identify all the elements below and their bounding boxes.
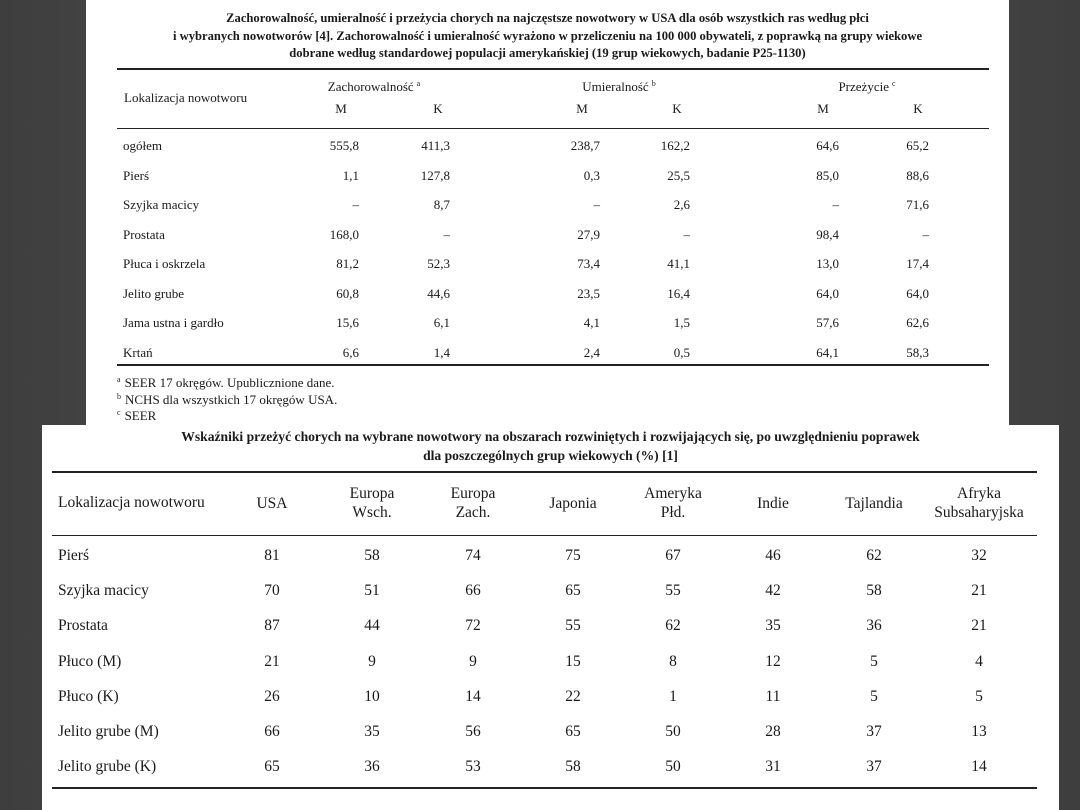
table2-header-text: Japonia	[549, 495, 597, 512]
table2-header-text: Tajlandia	[845, 495, 903, 512]
table2-cell: 15	[565, 652, 581, 670]
table2	[52, 425, 1037, 805]
table2-cell: 65	[565, 723, 581, 740]
table2-cell: 42	[765, 582, 781, 600]
table1-header-k: K	[913, 101, 923, 116]
table2-cell: 5	[870, 687, 878, 705]
table1-footnote	[117, 408, 156, 424]
table2-header-text: Płd.	[660, 504, 686, 521]
table2-top-rule	[52, 471, 1037, 473]
table2-header-text: Afryka	[957, 485, 1001, 502]
table2-header-text: Indie	[757, 495, 789, 512]
table1-title-line: Zachorowalność, umieralność i przeżycia chorych na najczęstsze nowotwory w USA dla osób wszystkich ras według płci	[226, 11, 869, 25]
table2-cell: 35	[765, 617, 781, 635]
table2-cell: 13	[971, 723, 987, 740]
table1-cell-mortality-m: 2,4	[583, 344, 600, 360]
footnote-mark: c	[117, 408, 121, 417]
table2-cell: 21	[264, 652, 280, 670]
table1-row-label: Krtań	[123, 344, 153, 360]
table2-header-text: Ameryka	[644, 485, 702, 502]
table1-cell-incidence-k: 8,7	[433, 197, 450, 212]
footnote-text: SEER 17 okręgów. Upublicznione dane.	[124, 375, 335, 390]
table1-cell-incidence-k: 127,8	[420, 167, 450, 183]
table1-cell-mortality-m: 4,1	[583, 315, 600, 330]
table1-cell-survival-m: 57,6	[816, 315, 839, 330]
table2-cell: 32	[971, 547, 987, 564]
table2-cell: 46	[765, 547, 781, 564]
footnote-mark: b	[117, 392, 121, 401]
table1-cell-mortality-m: 27,9	[577, 226, 600, 242]
table2-cell: 4	[975, 652, 983, 670]
table2-cell: 5	[870, 652, 878, 670]
table2-cell: 44	[364, 617, 380, 635]
table2-row-label: Szyjka macicy	[58, 582, 149, 600]
table1-header-m: M	[817, 101, 829, 116]
table1-cell-incidence-m: 555,8	[329, 138, 359, 153]
table1-cell-mortality-k: –	[683, 226, 690, 242]
table1-cell-mortality-k: 162,2	[660, 138, 690, 153]
table2-cell: 26	[264, 687, 280, 705]
table2-row-label: Płuco (K)	[58, 687, 119, 705]
table2-cell: 9	[368, 652, 376, 670]
table1-header-location: Lokalizacja nowotworu	[124, 90, 248, 105]
table2-header-text: Zach.	[455, 504, 491, 521]
table1-cell-incidence-k: 1,4	[433, 344, 450, 360]
table2-cell: 62	[866, 547, 882, 564]
table2-cell: 11	[765, 687, 781, 705]
table2-cell: 56	[465, 723, 481, 740]
table2-row-label: Jelito grube (K)	[58, 758, 157, 776]
table2-cell: 22	[565, 687, 581, 705]
table2-cell: 55	[565, 617, 581, 635]
table1-cell-mortality-k: 25,5	[667, 167, 690, 183]
table2-cell: 53	[465, 758, 481, 776]
table1-cell-mortality-m: 23,5	[577, 285, 600, 301]
table2-title-line: Wskaźniki przeżyć chorych na wybrane nowotwory na obszarach rozwiniętych i rozwijających się, po uwzględnieniu poprawek	[181, 429, 920, 444]
table2-cell: 74	[465, 547, 481, 564]
table2-cell: 55	[665, 582, 681, 600]
table1-cell-survival-k: 62,6	[906, 315, 929, 330]
table1-footnote	[117, 392, 337, 408]
table1-cell-survival-k: 88,6	[906, 167, 929, 183]
table2-cell: 14	[465, 687, 481, 705]
table1-cell-incidence-m: 81,2	[336, 256, 359, 271]
table1	[117, 0, 989, 380]
table2-cell: 72	[465, 617, 481, 635]
table2-cell: 58	[364, 547, 380, 564]
table1-cell-incidence-m: 6,6	[342, 344, 359, 360]
table1-cell-survival-m: 64,0	[816, 285, 839, 301]
table2-cell: 10	[364, 687, 380, 705]
table1-cell-survival-m: 64,1	[816, 344, 839, 360]
table2-cell: 8	[669, 652, 677, 670]
table1-cell-mortality-k: 2,6	[673, 197, 690, 212]
table1-footnote	[117, 375, 335, 391]
table2-row-label: Prostata	[58, 617, 108, 635]
table2-row-label: Płuco (M)	[58, 652, 122, 670]
table1-cell-survival-k: 64,0	[906, 285, 929, 301]
table1-cell-survival-m: 85,0	[816, 167, 839, 183]
table1-cell-mortality-m: 238,7	[570, 138, 600, 153]
table1-header-k: K	[433, 101, 443, 116]
table2-cell: 66	[465, 582, 481, 600]
table1-cell-survival-k: –	[922, 226, 929, 242]
table2-bottom-rule	[52, 787, 1037, 789]
table2-cell: 70	[264, 582, 280, 600]
table1-cell-mortality-k: 0,5	[673, 344, 690, 360]
table2-cell: 37	[866, 723, 882, 740]
table1-row-label: Szyjka macicy	[123, 197, 200, 212]
table1-cell-incidence-k: 52,3	[427, 256, 450, 271]
table2-cell: 21	[971, 617, 987, 635]
table2-cell: 51	[364, 582, 380, 600]
table2-cell: 62	[665, 617, 681, 635]
table1-top-rule	[117, 68, 989, 70]
table1-cell-incidence-m: 60,8	[336, 285, 359, 301]
table2-cell: 9	[469, 652, 477, 670]
table2-header-text: Lokalizacja nowotworu	[58, 494, 205, 511]
survival-table-panel	[42, 425, 1059, 810]
table2-title-line: dla poszczególnych grup wiekowych (%) [1]	[423, 448, 678, 463]
table1-header-m: M	[335, 101, 347, 116]
table2-cell: 1	[669, 687, 677, 705]
footnote-text: NCHS dla wszystkich 17 okręgów USA.	[125, 392, 338, 407]
table1-cell-incidence-k: 6,1	[433, 315, 450, 330]
table2-cell: 12	[765, 652, 781, 670]
table2-cell: 37	[866, 758, 882, 776]
table1-row-label: Pierś	[123, 167, 149, 183]
table1-cell-survival-k: 17,4	[906, 256, 929, 271]
table2-cell: 58	[565, 758, 581, 776]
table2-cell: 21	[971, 582, 987, 600]
table1-header-incidence	[304, 79, 444, 95]
table1-cell-survival-m: 64,6	[816, 138, 839, 153]
table2-cell: 50	[665, 758, 681, 776]
table1-header-mortality-label: Umieralność	[582, 79, 649, 94]
table1-header-rule	[117, 128, 989, 129]
table1-cell-incidence-m: 15,6	[336, 315, 359, 330]
table2-row-label: Pierś	[58, 547, 89, 564]
table2-header-text: Wsch.	[352, 504, 392, 521]
table1-cell-survival-k: 65,2	[906, 138, 929, 153]
table1-cell-incidence-m: 1,1	[342, 167, 359, 183]
table2-cell: 36	[866, 617, 882, 635]
table1-cell-incidence-m: –	[352, 197, 359, 212]
table2-cell: 50	[665, 723, 681, 740]
table1-title-line: i wybranych nowotworów [4]. Zachorowalność i umieralność wyrażono w przeliczeniu na 100 000 obywateli, z poprawką na grupy wiekowe	[172, 28, 923, 43]
table1-header-incidence-label: Zachorowalność	[327, 79, 414, 94]
table2-cell: 67	[665, 547, 681, 564]
table2-cell: 65	[264, 758, 280, 776]
table2-header-location	[58, 494, 205, 512]
table2-cell: 66	[264, 723, 280, 740]
table1-title-line: dobrane według standardowej populacji amerykańskiej (19 grup wiekowych, badanie P25-1130)	[289, 46, 806, 60]
table1-cell-incidence-k: 44,6	[427, 285, 450, 301]
table1-cell-mortality-k: 41,1	[667, 256, 690, 271]
table1-header-m: M	[576, 101, 588, 116]
table2-cell: 36	[364, 758, 380, 776]
table2-header-text: Europa	[349, 485, 395, 502]
table1-header-survival-sup: c	[891, 79, 896, 88]
table1-cell-mortality-m: 73,4	[577, 256, 600, 271]
table2-cell: 28	[765, 723, 781, 740]
table2-row-label: Jelito grube (M)	[58, 723, 159, 740]
table1-bottom-rule	[117, 364, 989, 366]
table2-cell: 87	[264, 617, 280, 635]
table1-cell-survival-m: 13,0	[816, 256, 839, 271]
table1-header-survival-label: Przeżycie	[838, 79, 889, 94]
table2-cell: 5	[975, 687, 983, 705]
table1-cell-mortality-k: 16,4	[667, 285, 690, 301]
table1-header-incidence-sup: a	[416, 79, 421, 88]
table2-cell: 58	[866, 582, 882, 600]
table2-cell: 31	[765, 758, 781, 776]
table2-cell: 65	[565, 582, 581, 600]
table1-row-label: Jama ustna i gardło	[123, 315, 224, 330]
footnote-text: SEER	[124, 408, 157, 423]
table2-cell: 75	[565, 547, 581, 564]
table2-header-text: Subsaharyjska	[934, 504, 1024, 521]
table1-row-label: Płuca i oskrzela	[123, 256, 206, 271]
table1-cell-mortality-m: 0,3	[583, 167, 600, 183]
table1-cell-survival-m: –	[832, 197, 839, 212]
table1-cell-incidence-k: –	[443, 226, 450, 242]
table1-cell-survival-k: 58,3	[906, 344, 929, 360]
table2-cell: 14	[971, 758, 987, 776]
table1-cell-survival-k: 71,6	[906, 197, 929, 212]
table2-cell: 81	[264, 547, 280, 564]
table1-cell-survival-m: 98,4	[816, 226, 839, 242]
table1-header-survival	[797, 79, 937, 95]
footnote-mark: a	[117, 375, 121, 384]
table1-cell-mortality-m: –	[593, 197, 600, 212]
table1-header-k: K	[672, 101, 682, 116]
table1-cell-incidence-m: 168,0	[329, 226, 359, 242]
table1-row-label: Prostata	[123, 226, 165, 242]
incidence-table-panel	[86, 0, 1009, 438]
table1-cell-mortality-k: 1,5	[673, 315, 690, 330]
table1-row-label: ogółem	[123, 138, 162, 153]
table1-row-label: Jelito grube	[123, 285, 185, 301]
table1-header-mortality	[549, 79, 689, 95]
table2-header-rule	[52, 535, 1037, 536]
table1-cell-incidence-k: 411,3	[421, 138, 450, 153]
table2-header-column	[914, 484, 1044, 522]
table1-header-mortality-sup: b	[651, 79, 656, 88]
table2-header-text: Europa	[450, 485, 496, 502]
table2-cell: 35	[364, 723, 380, 740]
table2-header-text: USA	[256, 495, 288, 512]
